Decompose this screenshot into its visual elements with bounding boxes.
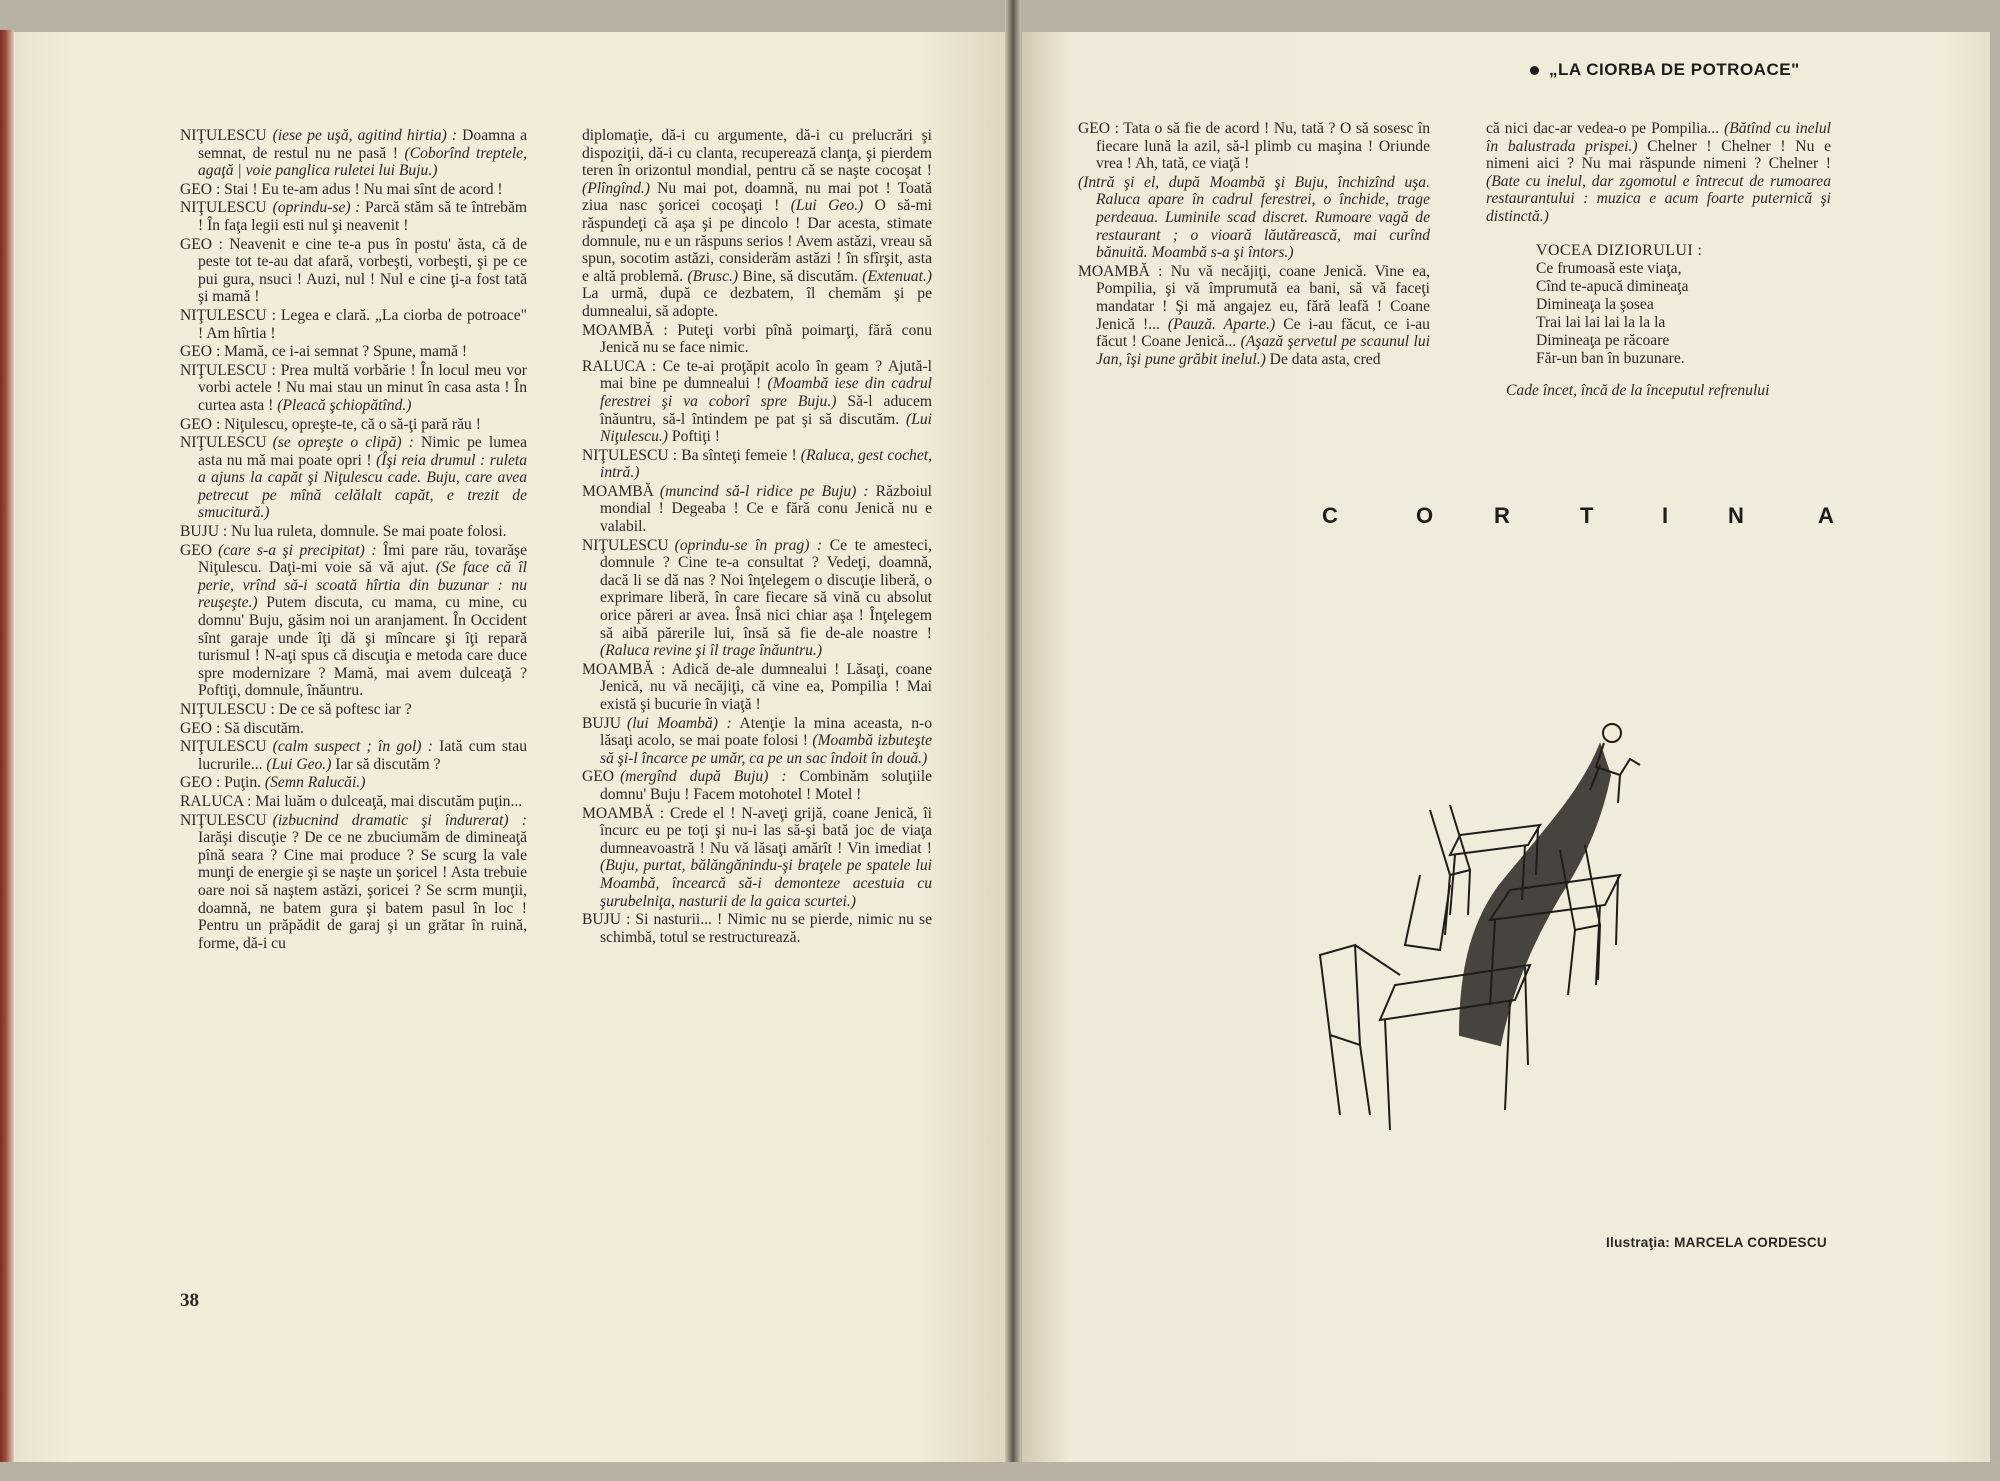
speaker: NIŢULESCU : [180,701,275,718]
speaker: NIŢULESCU : [582,446,678,464]
stage-direction: (lui Moambă) : [627,714,732,732]
stage-direction: (Moambă izbuteşte să şi-l încarce pe umăr, ca pe un sac îndoit în două.) [600,732,932,767]
speaker: GEO : [180,774,221,792]
dialogue-entry [180,812,527,953]
speaker: NIŢULESCU [180,434,267,452]
dialogue-entry [180,793,527,811]
stage-direction: (Îşi reia drumul : ruleta a ajuns la capăt şi Niţulescu cade. Buju, care avea petrecut pe mînă celălalt capăt, e trezit de smucitură.) [198,451,527,522]
speaker: GEO : [180,719,221,737]
dialogue-entry [582,911,932,946]
stage-direction: (Coborînd treptele, agaţă | voie panglica ruletei lui Buju.) [198,144,527,180]
stage-direction: (Pleacă şchiopătînd.) [277,396,412,414]
dialogue-entry [180,343,527,361]
speaker: MOAMBĂ : [582,660,666,678]
speaker: BUJU : [582,911,631,929]
stage-direction: (Raluca, gest cochet, intră.) [600,446,933,482]
stage-direction: (Aşază şervetul pe scaunul lui Jan, îşi pune grăbit inelul.) [1096,333,1430,368]
dialogue-entry [582,322,932,357]
cortina-letter: R [1494,503,1510,528]
song-line: Făr-un ban în buzunare. [1536,349,1685,367]
dialogue-entry [582,537,932,660]
line: Atenţie la mina aceasta, n-o lăsaţi acolo, se mai poate folosi ! [600,714,933,750]
stage-direction: (Bate cu inelul, dar zgomotul e întrecut de rumoarea restaurantului : muzica e acum foarte puternică şi distinctă.) [1486,172,1831,225]
line: Parcă stăm să te întrebăm ! În faţa legii esti nul şi neavenit ! [198,199,527,234]
line: Să discutăm. [220,719,304,737]
stage-direction: (Moambă iese din cadrul ferestrei şi va coborî spre Buju.) [600,375,932,410]
dialogue-entry [180,720,527,738]
right-column-1 [1078,120,1430,369]
dialogue-entry [582,447,932,482]
line: Nimic pe lumea asta nu mă mai poate opri ! [198,434,527,469]
line: Legea e clară. „La ciorba de potroace" ! Am hîrtia ! [198,306,528,342]
stage-direction: (oprindu-se) : [272,199,361,217]
line: Poftiţi ! [668,428,720,446]
dialogue-entry [180,362,527,415]
line: Iarăşi discuţie ? De ce ne zbuciumăm de dimineaţă pînă seara ? Cine mai produce ? Se scurg la vale munţi de energie şi se naşte un şoricel ! Asta trebuie oare noi să naştem astăzi, şoricei ? Se scrm munţii, doamnă, ne batem gura şi batem pasul în loc ! Pentru un prăpădit de garaj şi un grătar în ruină, forme, dă-i cu [198,829,527,952]
line: Mamă, ce i-ai semnat ? Spune, mamă ! [220,343,468,361]
line: Ba sînteţi femeie ! [677,446,801,464]
dialogue-entry [582,768,932,803]
song-line: Dimineaţa pe răcoare [1536,331,1670,349]
dialogue-entry [180,127,527,180]
speaker: NIŢULESCU [180,811,267,829]
dialogue-entry [180,199,527,234]
speaker: MOAMBĂ : [582,804,665,822]
line: Ce i-au făcut, ce i-au făcut ! Coane Jenică... [1096,315,1430,351]
dialogue-entry [582,483,932,536]
line: Doamna a semnat, de restul nu ne pasă ! [198,127,528,162]
furniture-drawing [1320,724,1640,1130]
speaker: GEO : [1078,120,1119,137]
stage-direction: (oprindu-se în prag) : [674,536,823,554]
stage-direction: (se opreşte o clipă) : [272,434,414,452]
speaker: NIŢULESCU [180,199,267,217]
stage-direction: (mergînd după Buju) : [620,768,787,786]
dialogue-entry [582,358,932,446]
dialogue-entry [180,701,527,719]
cortina-letter: O [1416,503,1434,528]
song-block [1536,242,1831,368]
line: Mai luăm o dulceaţă, mai discutăm puţin... [251,792,523,810]
dialogue-continued [1486,120,1831,226]
stage-direction: (Semn Ralucăi.) [264,774,366,792]
dialogue-geo [1078,120,1430,173]
dialogue-entry [180,236,527,306]
line: Si nasturii... ! Nimic nu se pierde, nimic nu se schimbă, totul se restructurează. [600,911,932,946]
speaker: NIŢULESCU : [180,361,276,379]
stage-direction: (Raluca revine şi îl trage înăuntru.) [600,642,823,660]
stage-direction: (Extenuat.) [862,267,932,285]
line: Prea multă vorbărie ! În locul meu vor vorbi actele ! Nu mai stau un minut în casa asta ! În curtea asta ! [198,361,528,414]
book-cover-edge [0,30,14,1470]
speaker: NIŢULESCU [180,127,267,144]
stage-direction: (Lui Geo.) [266,755,332,773]
dialogue-entry [180,774,527,792]
dialogue-entry [180,416,527,434]
song-line: Ce frumoasă este viaţa, [1536,259,1682,277]
book-gutter [1005,0,1021,1481]
dialogue-entry [582,127,932,321]
stage-direction: (Lui Geo.) [790,197,864,215]
dialogue-entry [180,523,527,541]
line: Putem discuta, cu mama, cu mine, cu domnu' Buju, găsim noi un aranjament. În Occident sînt garaje unde îţi dă şi mîncare şi îţi repară turismul ! N-aţi spus că discuţia e metoda care duce spre modernizare ? Mamă, mai avem dulceaţă ? Poftiţi, domnule, înăuntru. [198,594,527,700]
dialogue-entry [180,434,527,522]
dialogue-entry [180,738,527,773]
cortina-letter: C [1322,503,1338,528]
line: Tata o să fie de acord ! Nu, tată ? O să sosesc în fiecare lună la azil, să-l plimb cu maşina ! Oriunde vrea ! Ah, tată, ce viaţă ! [1096,120,1431,173]
speaker: NIŢULESCU : [180,306,276,324]
stage-direction: (iese pe uşă, agitind hirtia) : [272,127,458,144]
right-column-2 [1486,120,1831,400]
stage-direction: (muncind să-l ridice pe Buju) : [659,482,869,500]
stage-direction: (izbucnind dramatic şi îndurerat) : [272,811,527,829]
cortina-letter: N [1728,503,1744,528]
dialogue-entry [582,715,932,768]
speaker: RALUCA : [180,792,252,810]
left-column-1 [180,127,527,953]
line: Puţin. [220,774,265,792]
line: Nu lua ruleta, domnule. Se mai poate folosi. [227,523,507,541]
line: Stai ! Eu te-am adus ! Nu mai sînt de acord ! [220,180,503,198]
line: Puteţi vorbi pînă poimarţi, fără conu Jenică nu se face nimic. [600,321,932,357]
closing-direction: Cade încet, încă de la începutul refrenului [1506,381,1770,399]
stage-direction: (Brusc.) [687,267,739,285]
ink-illustration [1300,715,1680,1135]
song-line: Cînd te-apucă dimineaţa [1536,277,1689,295]
speaker: GEO : [180,235,223,253]
speaker: MOAMBĂ : [582,321,668,339]
line: Războiul mondial ! Degeaba ! Ce e fără conu Jenică nu e valabil. [600,482,932,536]
line: La urmă, după ce dezbatem, îl chemăm şi pe dumnealui, să adopte. [582,285,932,320]
speaker: BUJU : [180,523,228,541]
speaker: NIŢULESCU [180,738,267,756]
running-header-text: „LA CIORBA DE POTROACE" [1549,60,1800,79]
line: Îmi pare rău, tovarăşe Niţulescu. Daţi-mi voie să vă ajut. [198,541,527,577]
dialogue-entry [180,542,527,700]
song-line: Trai lai lai lai la la la [1536,313,1666,331]
speaker: BUJU [582,714,621,732]
cortina-letter: I [1662,503,1669,528]
speaker: GEO : [180,415,221,433]
line: Iată cum stau lucrurile... [198,738,527,773]
speaker: GEO [180,541,213,559]
speaker: GEO [582,768,615,786]
speaker: NIŢULESCU [582,536,669,554]
stage-direction: (care s-a şi precipitat) : [218,541,377,559]
line: Adică de-ale dumnealui ! Lăsaţi, coane Jenică, nu vă necăjiţi, că vine ea, Pompilia ! Mai există şi bucurie în viaţă ! [600,660,932,713]
page-number: 38 [180,1290,199,1311]
song-title: VOCEA DIZIORULUI : [1536,241,1703,259]
dialogue-entry [180,307,527,342]
speaker: MOAMBĂ [582,482,654,500]
dialogue-entry [582,805,932,911]
dialogue-entry [582,661,932,714]
speaker: RALUCA : [582,357,657,375]
dialogue-entry [180,181,527,199]
speaker: MOAMBĂ : [1078,262,1163,280]
line: Crede el ! N-aveţi grijă, coane Jenică, îi încurc eu pe toţi şi nu-i las să-şi bată joc de viaţa dumneavoastră ! Nu vă lăsaţi amărît ! Vin imediat ! [600,804,932,857]
running-header [1530,60,1800,80]
line: Ce te amesteci, domnule ? Cine te-a consultat ? Vedeţi, doamnă, dacă li se dă nas ? Noi înţelegem o discuţie liberă, o exprimare liberă, în care fiecare să vină cu absolut orice păreri ar avea. Însă nici chiar aşa ! Înţelegem să aibă părerile lui, însă să fie de-ale noastre ! [600,536,933,642]
cortina-letter: T [1580,503,1594,528]
line: Combinăm soluţiile domnu' Buju ! Facem motohotel ! Motel ! [600,768,932,803]
song-line: Dimineaţa la şosea [1536,295,1654,313]
line: O să-mi răspundeţi că aşa şi pe dincolo ! Dar acesta, stimate domnule, nu e un răspuns serios ! Avem astăzi, vreau să spun, socotim astăzi, considerăm astăzi ! în sfîrşit, asta e altă problemă. [582,197,933,285]
left-column-2 [582,127,932,947]
speaker: GEO : [180,343,221,361]
line: Chelner ! Chelner ! Nu e nimeni aici ? Nu mai răspunde nimeni ? Chelner ! [1486,137,1832,173]
cortina-letter: A [1818,503,1834,528]
bullet-icon [1530,66,1539,75]
stage-direction: (Buju, purtat, bălăngănindu-şi braţele pe spatele lui Moambă, încearcă să-i demonteze acestuia cu şurubelniţa, nasturii de la gaica scurtei.) [600,857,932,910]
stage-direction: (Plîngînd.) [582,179,650,197]
line: De ce să poftesc iar ? [274,701,412,718]
speaker: GEO : [180,180,221,198]
line: diplomaţie, dă-i cu argumente, dă-i cu prelucrări şi dispoziţii, dă-i cu clanta, recuperează clanţa, şi pierdem teren în orizontul mondial, pentru că se naşte cocoşat ! [582,127,932,180]
illustration-credit: Ilustraţia: MARCELA CORDESCU [1606,1235,1827,1250]
line: Să-l aducem înăuntru, să-l întindem pe pat şi să discutăm. [600,392,933,428]
line: că nici dac-ar vedea-o pe Pompilia... [1486,120,1725,137]
line: Nu vă necăjiţi, coane Jenică. Vine ea, Pompilia, şi vă împrumută ea bani, să vă faceţi mandatar ! Şi mă angajez eu, fără leafă ! Coane Jenică !... [1096,262,1430,333]
line: Niţulescu, opreşte-te, că o să-ţi pară rău ! [220,415,481,433]
stage-direction: (Se face că îl perie, vrînd să-i scoată hîrtia din buzunar : nu reuşeşte.) [198,559,527,612]
stage-direction: (Pauză. Aparte.) [1167,315,1276,333]
line: Ce te-ai proţăpit acolo în geam ? Ajută-l mai bine pe dumnealui ! [600,357,932,393]
scan-bottom-band [0,1462,2000,1481]
line: Bine, să discutăm. [738,267,863,285]
stage-direction: (calm suspect ; în gol) : [272,738,433,756]
line: De data asta, cred [1265,350,1381,368]
line: Nu mai pot, doamnă, nu mai pot ! Toată ziua nasc şoricei cocoşaţi ! [582,179,932,215]
stage-direction: (Intră şi el, după Moambă şi Buju, închizînd uşa. Raluca apare în cadrul ferestrei, o închide, trage perdeaua. Luminile scad discret. Rumoare vagă de restaurant ; o vioară lăutărească, mai curînd bănuită. Moambă s-a şi întors.) [1078,173,1430,262]
stage-direction: (Lui Niţulescu.) [600,410,932,446]
stage-direction: (Bătînd cu inelul în balustrada prispei.) [1486,120,1832,155]
line: Iar să discutăm ? [331,755,441,773]
dialogue-moamba [1078,263,1430,369]
line: Neavenit e cine te-a pus în postu' ăsta, că de peste tot te-au dat afară, vorbeşti, vorbeşti, şi pe ce pui gura, nsuci ! Auzi, nul ! Nul e cine ţi-a fost tată şi mamă ! [198,235,528,306]
